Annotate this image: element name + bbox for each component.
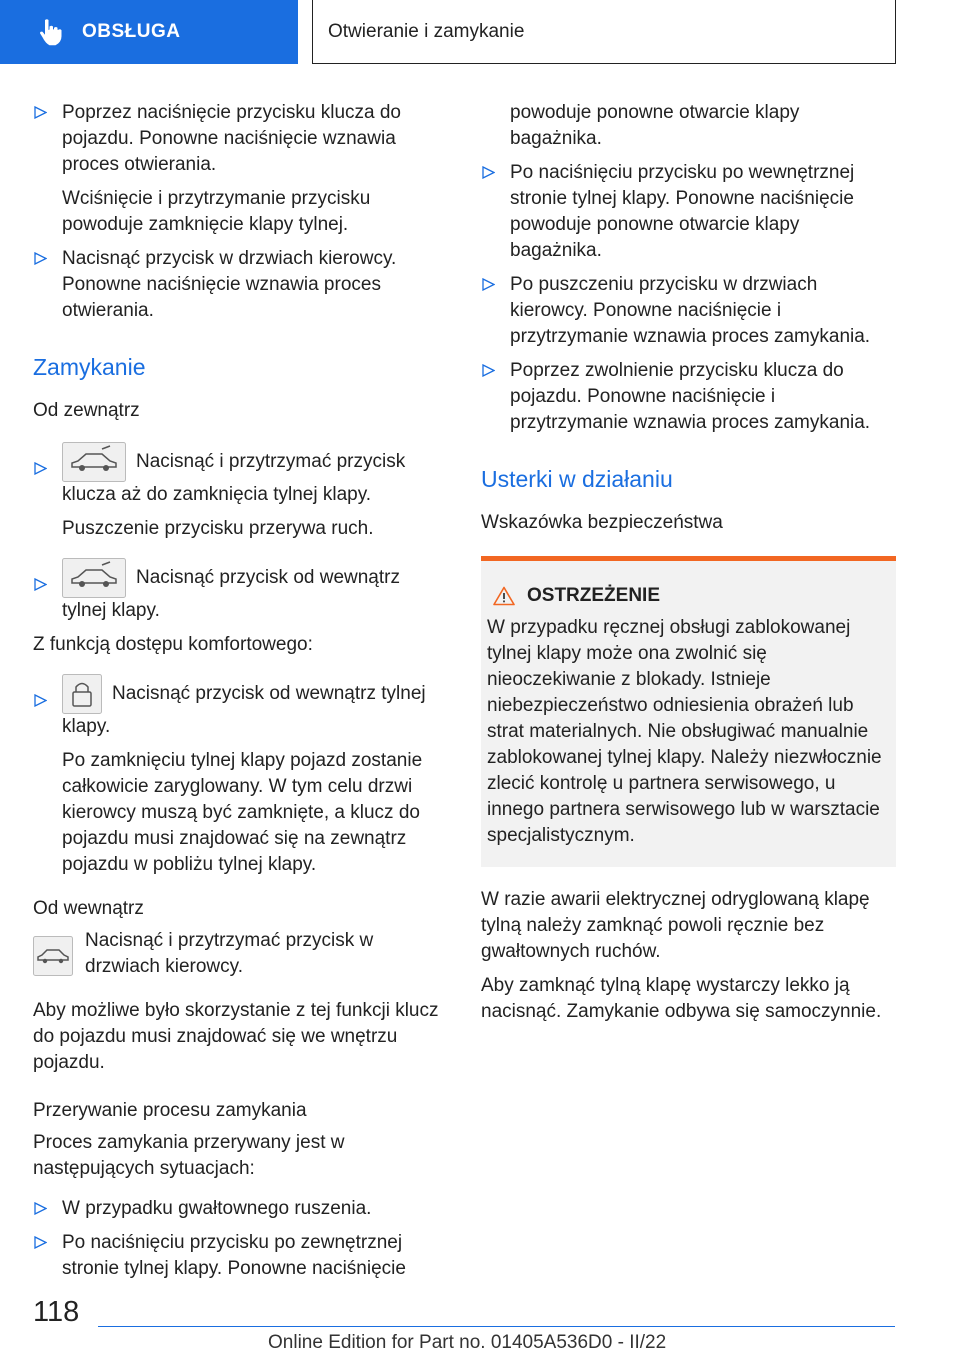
triangle-bullet-icon xyxy=(34,694,47,707)
list-item: Po naciśnięciu przycisku po zewnętrznej stronie tylnej klapy. Ponowne naciśnięcie xyxy=(33,1230,445,1282)
list-item-continuation: Po zamknięciu tylnej klapy pojazd zostanie całkowicie zaryglowany. W tym celu drzwi kierowcy muszą być zamknięte, a klucz do pojazdu musi znajdować się na zewnątrz pojazdu w pobliżu tylnej klapy. xyxy=(62,750,423,875)
triangle-bullet-icon xyxy=(34,1202,47,1215)
car-button-icon xyxy=(33,936,73,976)
warning-title: OSTRZEŻENIE xyxy=(527,585,661,606)
warning-triangle-icon xyxy=(493,586,515,606)
page-number: 118 xyxy=(33,1296,80,1328)
footer-divider xyxy=(98,1326,895,1327)
triangle-bullet-icon xyxy=(34,462,47,475)
warning-box xyxy=(481,556,896,867)
lock-button-icon xyxy=(62,674,102,714)
subheading: Wskazówka bezpieczeństwa xyxy=(481,512,723,533)
left-column xyxy=(33,100,445,1290)
paragraph: W razie awarii elektrycznej odryglowaną klapę tylną należy zamknąć powoli ręcznie bez gwałtownych ruchów. xyxy=(481,889,870,962)
hand-pointer-icon xyxy=(36,17,66,47)
section-tab xyxy=(0,0,298,64)
section-label: OBSŁUGA xyxy=(82,21,181,42)
paragraph: Aby możliwe było skorzystanie z tej funkcji klucz do pojazdu musi znajdować się we wnętrzu pojazdu. xyxy=(33,1000,439,1073)
subheading: Przerywanie procesu zamykania xyxy=(33,1100,307,1121)
list-item-continuation: powoduje ponowne otwarcie klapy bagażnika. xyxy=(510,102,800,149)
paragraph: Proces zamykania przerywany jest w następujących sytuacjach: xyxy=(33,1132,345,1179)
list-item: Nacisnąć przycisk w drzwiach kierowcy. Ponowne naciśnięcie wznawia proces otwierania. xyxy=(33,246,445,324)
list-item: Po puszczeniu przycisku w drzwiach kierowcy. Ponowne naciśnięcie i przytrzymanie wznawia proces zamykania. xyxy=(481,272,896,350)
inside-text: Nacisnąć i przytrzymać przycisk w drzwiach kierowcy. xyxy=(85,930,374,977)
triangle-bullet-icon xyxy=(482,166,495,179)
chapter-title-box xyxy=(312,0,896,64)
triangle-bullet-icon xyxy=(34,578,47,591)
subheading: Od zewnątrz xyxy=(33,400,140,421)
list-item: Poprzez naciśnięcie przycisku klucza do pojazdu. Ponowne naciśnięcie wznawia proces otwierania. xyxy=(33,100,445,178)
triangle-bullet-icon xyxy=(482,364,495,377)
list-item: Nacisnąć przycisk od wewnątrz tylnej klapy. xyxy=(33,558,445,624)
list-item-continuation: Puszczenie przycisku przerywa ruch. xyxy=(62,518,374,539)
list-item: W przypadku gwałtownego ruszenia. xyxy=(33,1196,445,1222)
triangle-bullet-icon xyxy=(34,1236,47,1249)
car-tailgate-button-icon xyxy=(62,442,126,482)
list-item: Po naciśnięciu przycisku po wewnętrznej stronie tylnej klapy. Ponowne naciśnięcie powoduje ponowne otwarcie klapy bagażnika. xyxy=(481,160,896,264)
subheading: Od wewnątrz xyxy=(33,898,144,919)
inside-instruction xyxy=(33,928,445,980)
triangle-bullet-icon xyxy=(34,252,47,265)
section-heading: Usterki w działaniu xyxy=(481,466,673,492)
warning-header xyxy=(487,583,888,609)
list-item: Nacisnąć przycisk od wewnątrz tylnej klapy. xyxy=(33,674,445,740)
paragraph: Z funkcją dostępu komfortowego: xyxy=(33,634,313,655)
car-tailgate-button-icon xyxy=(62,558,126,598)
list-item: Nacisnąć i przytrzymać przycisk klucza aż do zamknięcia tylnej klapy. xyxy=(33,442,445,508)
list-item-continuation: Wciśnięcie i przytrzymanie przycisku powoduje zamknięcie klapy tylnej. xyxy=(62,188,371,235)
right-column xyxy=(481,100,896,1033)
triangle-bullet-icon xyxy=(482,278,495,291)
list-item: Poprzez zwolnienie przycisku klucza do pojazdu. Ponowne naciśnięcie i przytrzymanie wznawia proces zamykania. xyxy=(481,358,896,436)
section-heading: Zamykanie xyxy=(33,354,146,380)
edition-info: Online Edition for Part no. 01405A536D0 - II/22 xyxy=(268,1332,667,1353)
triangle-bullet-icon xyxy=(34,106,47,119)
chapter-title: Otwieranie i zamykanie xyxy=(328,20,525,42)
warning-text: W przypadku ręcznej obsługi zablokowanej tylnej klapy może ona zwolnić się nieoczekiwanie z blokady. Istnieje niebezpieczeństwo odniesienia obrażeń lub strat materialnych. Nie obsługiwać manualnie zablokowanej tylnej klapy. Należy niezwłocznie zlecić kontrolę u partnera serwisowego, u innego partnera serwisowego lub w warsztacie specjalistycznym. xyxy=(487,617,882,846)
paragraph: Aby zamknąć tylną klapę wystarczy lekko ją nacisnąć. Zamykanie odbywa się samoczynnie. xyxy=(481,975,882,1022)
